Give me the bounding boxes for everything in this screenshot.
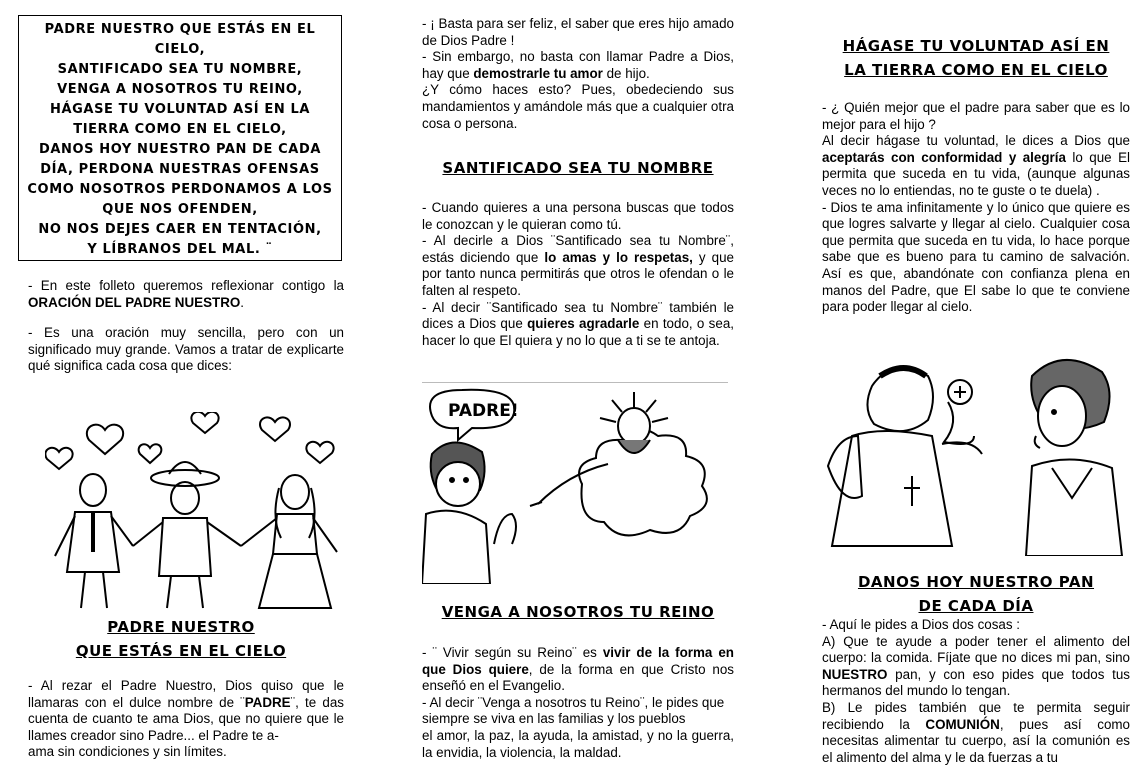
paragraph [422,233,734,299]
paragraph: - ¡ Basta para ser feliz, el saber que eres hijo amado de Dios Padre ! [422,16,734,48]
text: , pues así como necesitas alimentar tu cuerpo, así la comunión es el alimento del alma y le da fuerzas a tu [822,716,1130,765]
intro-text [28,278,344,375]
paragraph [822,700,1130,766]
section-heading: DE CADA DÍA [918,597,1034,615]
text: - ¨ Vivir según su Reino¨ es [422,645,603,660]
text: Al decir hágase tu voluntad, le dices a Dios que [822,133,1130,149]
text: ¨, te das cuenta de cuanto te ama Dios, que no quiere que le llames creador sino Padre... el Padre te a- [28,694,344,743]
section-heading: HÁGASE TU VOLUNTAD ASÍ EN [842,37,1110,55]
prayer-line: DANOS HOY NUESTRO PAN DE CADA DÍA, PERDONA NUESTRAS OFENSAS COMO NOSOTROS PERDONAMOS A LOS QUE NOS OFENDEN, [27,142,333,217]
text: en todo, o sea, hacer lo que El quiera y no lo que a ti se te antoja. [422,316,734,348]
text: - En este folleto queremos reflexionar contigo la [28,278,344,293]
paragraph [822,634,1130,700]
prayer-line: PADRE NUESTRO QUE ESTÁS EN EL CIELO, [44,22,316,57]
section-heading: DANOS HOY NUESTRO PAN [857,573,1095,591]
bold-text: vivir de la forma en que Dios quiere [422,645,734,677]
text: B) Le pides también que te permita seguir recibiendo la [822,699,1130,732]
god-illustration [422,384,728,584]
prayer-line: NO NOS DEJES CAER EN TENTACIÓN, [38,222,322,237]
section-heading: LA TIERRA COMO EN EL CIELO [844,61,1108,79]
text: - Al decir ¨Santificado sea tu Nombre¨ también le dices a Dios que [422,299,734,332]
paragraph [422,49,734,82]
text: de hijo. [602,65,650,81]
bold-text: aceptarás con conformidad y alegría [822,149,1066,165]
family-illustration [45,412,355,612]
bold-text: ORACIÓN DEL PADRE NUESTRO [28,294,241,310]
col2-top-text [422,16,734,132]
paragraph [422,645,734,695]
text: A) Que te ayude a poder tener el alimento del cuerpo: la comida. Fíjate que no dices mi pan, sino [822,633,1130,666]
text: lo que El permita que suceda en tu vida, (aunque algunas veces no lo entiendas, no te guste o te duela) . [822,149,1130,198]
paragraph [28,278,344,311]
priest-illustration [822,356,1130,556]
bold-text: demostrarle tu amor [473,65,603,81]
paragraph: - Aquí le pides a Dios dos cosas : [822,617,1020,632]
bold-text: lo amas y lo respetas, [544,249,693,265]
paragraph [822,133,1130,199]
heart-icon [260,417,290,441]
santificado-text [422,200,734,349]
prayer-box [18,15,342,261]
section-hagase [822,34,1130,82]
hagase-text [822,100,1130,316]
paragraph: ama sin condiciones y sin límites. [28,744,227,760]
text: - Sin embargo, no basta con llamar Padre a Dios, hay que [422,49,734,81]
heart-icon [191,412,218,433]
section-heading: VENGA A NOSOTROS TU REINO [441,603,715,621]
heart-icon [87,425,123,454]
bold-text: NUESTRO [822,666,888,682]
paragraph [28,678,344,744]
section-padre-nuestro [18,615,344,663]
danos-text [822,617,1130,766]
section-heading: PADRE NUESTRO [107,618,255,636]
padre-text [28,678,344,761]
paragraph: - ¿ Quién mejor que el padre para saber que es lo mejor para el hijo ? [822,100,1130,132]
section-venga [422,600,734,624]
prayer-line: SANTIFICADO SEA TU NOMBRE, [57,62,303,77]
text: . [240,294,245,310]
paragraph: - Al decir ¨Venga a nosotros tu Reino¨, le pides que siempre se viva en las familias y los pueblos [422,694,725,727]
paragraph: - Es una oración muy sencilla, pero con un significado muy grande. Vamos a tratar de explicarte qué significa cada cosa que dices: [28,325,344,374]
paragraph: el amor, la paz, la ayuda, la amistad, y no la guerra, la envidia, la violencia, la maldad. [422,727,734,760]
paragraph: ¿Y cómo haces esto? Pues, obedeciendo sus mandamientos y amándole más que a cualquier otra cosa o persona. [422,82,734,131]
bubble-text: PADRE! [448,401,519,421]
paragraph: - Cuando quieres a una persona buscas que todos le conozcan y le quieran como tú. [422,200,734,232]
section-heading: SANTIFICADO SEA TU NOMBRE [442,159,714,177]
text: - Al decirle a Dios ¨Santificado sea tu Nombre¨, estás diciendo que [422,233,734,265]
prayer-line: VENGA A NOSOTROS TU REINO, [57,82,303,97]
bold-text: quieres agradarle [527,316,640,332]
bold-text: COMUNIÓN [925,716,1000,732]
venga-text [422,645,734,761]
divider [422,382,728,383]
text: , de la forma en que Cristo nos enseñó en el Evangelio. [422,661,735,694]
heart-icon [306,442,333,463]
prayer-line: HÁGASE TU VOLUNTAD ASÍ EN LA TIERRA COMO EN EL CIELO, [50,102,310,137]
text: y que por tanto nunca permitirás que otros le ofendan o le falten al respeto. [422,249,735,298]
heart-icon [45,448,72,469]
section-heading: QUE ESTÁS EN EL CIELO [75,642,287,660]
paragraph: - Dios te ama infinitamente y lo único que quiere es que logres salvarte y llegar al cielo. Cualquier cosa que permita que suceda en tu vida, lo hace porque sabe que es bueno para tu camino de salvación. Así es que, abandónate con confianza plena en manos del Padre, que El sabe lo que te conviene para poder llegar al cielo. [822,199,1130,315]
prayer-line: Y LÍBRANOS DEL MAL. ¨ [87,242,273,257]
bold-text: PADRE [244,694,291,710]
paragraph [422,300,734,350]
section-santificado [422,156,734,180]
text: - Al rezar el Padre Nuestro, Dios quiso que le llamaras con el dulce nombre de ¨ [28,678,344,710]
section-danos [822,570,1130,618]
text: pan, y con eso pides que todos tus hermanos del mundo lo tengan. [822,666,1130,699]
heart-icon [139,444,162,463]
